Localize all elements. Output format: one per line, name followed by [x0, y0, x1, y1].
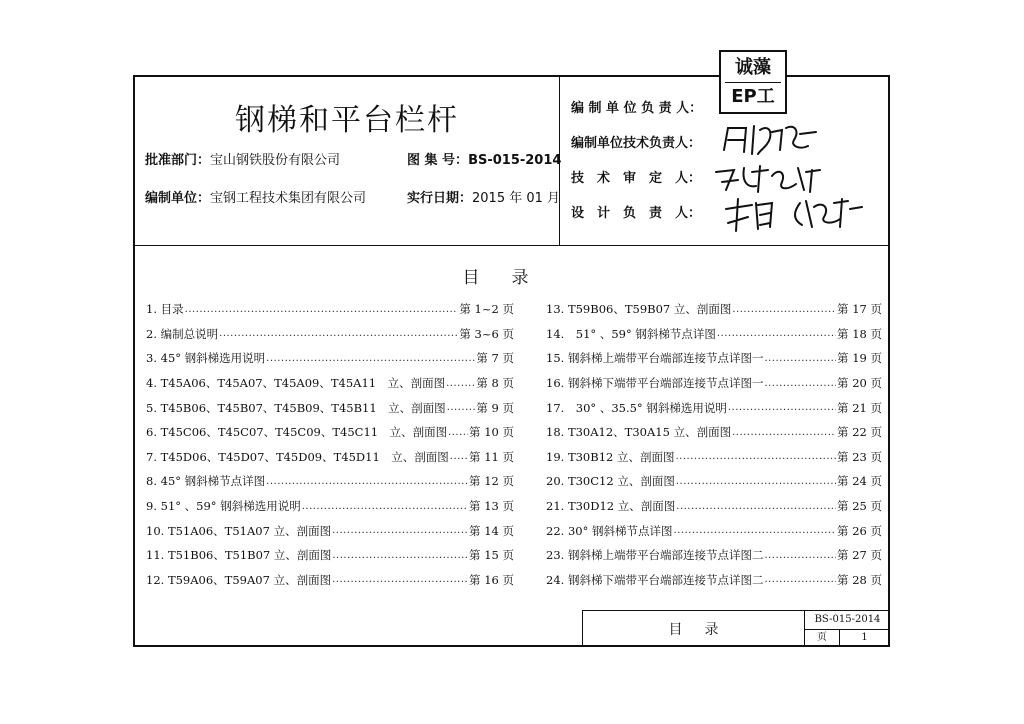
compiler-head-label: 编 制 单 位 负 责 人： [571, 101, 703, 116]
toc-entry [146, 297, 514, 322]
technical-head-label: 编制单位技术负责人： [571, 136, 702, 151]
signature-technical-reviewer [712, 162, 832, 196]
toc-entry-label: 5. T45B06、T45B07、T45B09、T45B11 立、剖面图 [146, 400, 446, 415]
title-block-name: 目录 [583, 611, 805, 647]
toc-entry-label: 22. 30° 钢斜梯节点详图 [546, 523, 673, 538]
toc-entry-page: 第 21 页 [837, 400, 882, 415]
toc-entry [546, 494, 882, 519]
toc-entry [546, 297, 882, 322]
toc-leader-dots [673, 525, 836, 536]
toc-entry-page: 第 7 页 [476, 351, 514, 366]
toc-leader-dots [764, 550, 836, 561]
toc-entry-page: 第 17 页 [837, 302, 882, 317]
toc-entry-page: 第 25 页 [837, 499, 882, 514]
toc-entry [546, 420, 882, 445]
toc-entry-page: 第 11 页 [469, 449, 514, 464]
toc-entry [146, 518, 514, 543]
toc-entry-label: 10. T51A06、T51A07 立、剖面图 [146, 523, 332, 538]
toc-entry-page: 第 18 页 [837, 326, 882, 341]
toc-leader-dots [676, 476, 836, 487]
title-block [582, 610, 890, 647]
toc-leader-dots [219, 328, 458, 339]
toc-entry-label: 6. T45C06、T45C07、T45C09、T45C11 立、剖面图 [146, 425, 448, 440]
signature-technical-head [720, 120, 830, 160]
toc-entry-page: 第 26 页 [837, 523, 882, 538]
toc-entry-label: 17. 30° 、35.5° 钢斜梯选用说明 [546, 400, 727, 415]
title-block-page-number: 1 [861, 632, 868, 643]
toc-entry [146, 420, 514, 445]
toc-leader-dots [447, 402, 476, 413]
toc-entry-page: 第 23 页 [837, 449, 882, 464]
design-head-label: 设 计 负 责 人： [571, 206, 702, 221]
toc-entry-label: 15. 钢斜梯上端带平台端部连接节点详图一 [546, 351, 764, 366]
toc-leader-dots [676, 451, 837, 462]
toc-entry [546, 518, 882, 543]
toc-right-column [546, 297, 882, 592]
toc-entry-page: 第 10 页 [469, 425, 514, 440]
toc-entry [546, 395, 882, 420]
toc-leader-dots [764, 574, 836, 585]
approval-department: 批准部门：宝山钢铁股份有限公司 [145, 153, 341, 168]
toc-leader-dots [717, 328, 836, 339]
toc-leader-dots [764, 353, 836, 364]
toc-entry-label: 1. 目录 [146, 302, 184, 317]
toc-leader-dots [332, 525, 468, 536]
toc-entry-label: 8. 45° 钢斜梯节点详图 [146, 474, 266, 489]
toc-entry-label: 24. 钢斜梯下端带平台端部连接节点详图二 [546, 572, 764, 587]
toc-leader-dots [448, 427, 468, 438]
toc-leader-dots [185, 304, 459, 315]
toc-entry-page: 第 3~6 页 [459, 326, 514, 341]
drawing-sheet [133, 75, 890, 647]
toc-left-column [146, 297, 514, 592]
toc-leader-dots [332, 574, 468, 585]
toc-entry-label: 14. 51° 、59° 钢斜梯节点详图 [546, 326, 716, 341]
toc-entry-label: 4. T45A06、T45A07、T45A09、T45A11 立、剖面图 [146, 376, 446, 391]
toc-leader-dots [764, 378, 836, 389]
toc-title: 目录 [462, 268, 561, 288]
toc-entry [146, 395, 514, 420]
toc-entry [146, 543, 514, 568]
toc-leader-dots [728, 402, 836, 413]
toc-entry-page: 第 9 页 [476, 400, 514, 415]
toc-entry-page: 第 12 页 [469, 474, 514, 489]
technical-reviewer-label: 技 术 审 定 人： [571, 171, 702, 186]
toc-entry-label: 11. T51B06、T51B07 立、剖面图 [146, 548, 332, 563]
toc-entry-page: 第 27 页 [837, 548, 882, 563]
toc-entry-label: 3. 45° 钢斜梯选用说明 [146, 351, 266, 366]
toc-leader-dots [266, 353, 475, 364]
toc-entry [146, 371, 514, 396]
toc-leader-dots [732, 427, 836, 438]
toc-entry-label: 2. 编制总说明 [146, 326, 219, 341]
toc-entry [546, 371, 882, 396]
toc-entry-page: 第 22 页 [837, 425, 882, 440]
toc-entry-page: 第 16 页 [469, 572, 514, 587]
signature-design-head [722, 195, 872, 235]
toc-entry [146, 445, 514, 470]
effective-date: 实行日期：2015 年 01 月 [407, 191, 561, 206]
document-title: 钢梯和平台栏杆 [235, 103, 459, 138]
toc-entry-label: 20. T30C12 立、剖面图 [546, 474, 675, 489]
toc-entry [546, 346, 882, 371]
toc-entry [146, 346, 514, 371]
toc-entry-page: 第 1~2 页 [459, 302, 514, 317]
toc-entry [146, 494, 514, 519]
toc-entry-page: 第 28 页 [837, 572, 882, 587]
toc-leader-dots [266, 476, 468, 487]
toc-entry-page: 第 8 页 [476, 376, 514, 391]
toc-leader-dots [676, 501, 836, 512]
toc-entry-label: 18. T30A12、T30A15 立、剖面图 [546, 425, 732, 440]
toc-entry [546, 469, 882, 494]
atlas-number: 图 集 号：BS-015-2014 [407, 153, 562, 168]
toc-entry-page: 第 13 页 [469, 499, 514, 514]
title-block-page-label: 页 [805, 629, 840, 647]
toc-entry-label: 9. 51° 、59° 钢斜梯选用说明 [146, 499, 301, 514]
toc-leader-dots [332, 550, 468, 561]
toc-entry [146, 322, 514, 347]
toc-entry [146, 568, 514, 593]
toc-entry-page: 第 20 页 [837, 376, 882, 391]
toc-entry-label: 7. T45D06、T45D07、T45D09、T45D11 立、剖面图 [146, 449, 449, 464]
compiling-unit: 编制单位：宝钢工程技术集团有限公司 [145, 191, 367, 206]
toc-leader-dots [302, 501, 468, 512]
toc-entry [546, 568, 882, 593]
toc-entry [546, 322, 882, 347]
toc-entry-label: 16. 钢斜梯下端带平台端部连接节点详图一 [546, 376, 764, 391]
toc-entry-page: 第 15 页 [469, 548, 514, 563]
toc-leader-dots [446, 378, 475, 389]
approval-stamp: 诚藻 EP工 [719, 50, 787, 114]
toc-leader-dots [450, 451, 468, 462]
toc-entry-label: 21. T30D12 立、剖面图 [546, 499, 676, 514]
toc-entry [546, 543, 882, 568]
title-block-code: BS-015-2014 [805, 611, 890, 630]
toc-entry [546, 445, 882, 470]
toc-entry-page: 第 19 页 [837, 351, 882, 366]
toc-entry-label: 13. T59B06、T59B07 立、剖面图 [546, 302, 732, 317]
toc-entry-label: 19. T30B12 立、剖面图 [546, 449, 675, 464]
toc-entry-page: 第 24 页 [837, 474, 882, 489]
header-bottom-rule [135, 245, 888, 246]
toc-entry-label: 23. 钢斜梯上端带平台端部连接节点详图二 [546, 548, 764, 563]
toc-entry-page: 第 14 页 [469, 523, 514, 538]
toc-entry [146, 469, 514, 494]
toc-leader-dots [732, 304, 836, 315]
toc-entry-label: 12. T59A06、T59A07 立、剖面图 [146, 572, 332, 587]
